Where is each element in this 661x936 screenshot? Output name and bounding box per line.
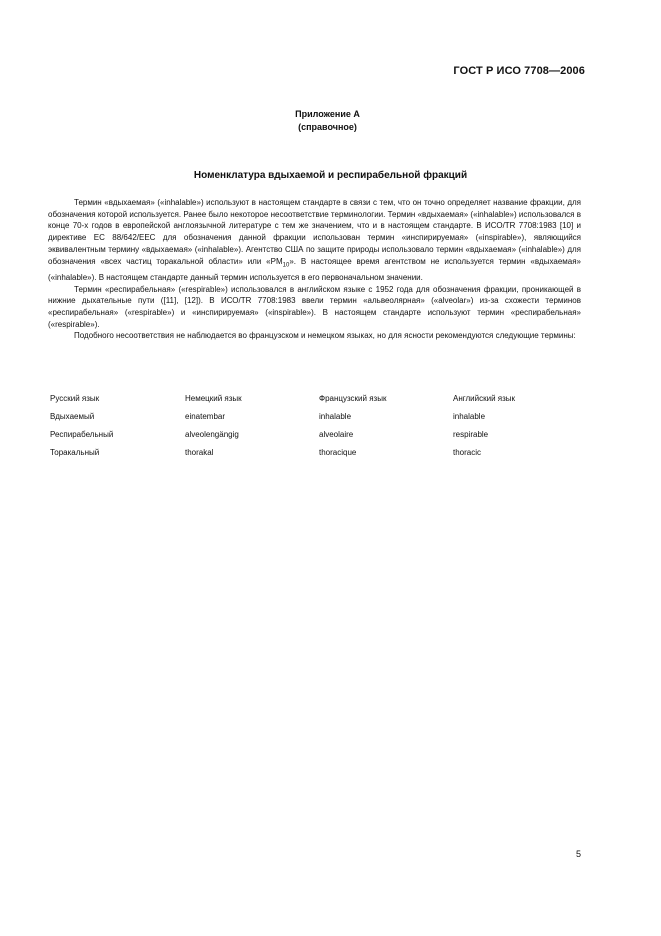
terms-row-thoracic [50,444,570,462]
term-cell: einatembar [185,412,226,421]
annex-note: (справочное) [298,122,357,132]
term-cell: Респирабельный [50,430,114,439]
terms-table [50,390,570,462]
standard-designation: ГОСТ Р ИСО 7708—2006 [453,65,585,77]
header-english: Английский язык [453,394,516,403]
term-cell: alveolaire [319,430,354,439]
term-cell: respirable [453,430,489,439]
terms-header-row [50,390,570,408]
body-text [48,197,581,342]
header-russian: Русский язык [50,394,100,403]
paragraph-recommendation: Подобного несоответствия не наблюдается во французском и немецком языках, но для ясности рекомендуются следующие термины: [74,331,576,341]
paragraph-respirable: Термин «респирабельная» («respirable») использовался в английском языке с 1952 года для обозначения фракции, проникающей в нижние дыхательные пути ([11], [12]). В ИСО/TR 7708:1983 ввели термин «альвеолярная» («alveolar») из-за схожести терминов «респирабельная» («respirable») и «инспирируемая» («inspirable»). В настоящем стандарте используют термин «респирабельная» («respirable»). [48,284,581,329]
annex-heading [0,108,661,134]
term-cell: thorakal [185,448,214,457]
page-number: 5 [576,849,582,859]
terms-row-respirable [50,426,570,444]
header-french: Французский язык [319,394,387,403]
paragraph-inhalable: Термин «вдыхаемая» («inhalable») используют в настоящем стандарте в связи с тем, что он точно определяет название фракции, для обозначения которой используется. Ранее было некоторое несоответствие терминологии. Термин «вдыхаемая» («inhalable») использовался в конце 70-х годов в европейской англоязычной литературе с тем же значением, что и в настоящем стандарте. В ИСО/TR 7708:1983 [10] и директиве ЕС 88/642/ЕЕС для обозначения данной фракции использован термин «инспирируемая» («inspirable»), являющийся эквивалентным термину «вдыхаемая» («inhalable»). Агентство США по защите природы использовало термин «вдыхаемая» («inhalable») для обозначения «всех частиц торакальной области» или «$PM_{10}$». В настоящее время агентством не используется термин «вдыхаемая» («inhalable»). В настоящем стандарте данный термин используется в его первоначальном значении. [48,198,581,282]
header-german: Немецкий язык [185,394,242,403]
term-cell: inhalable [453,412,486,421]
term-cell: thoracique [319,448,357,457]
term-cell: Вдыхаемый [50,412,95,421]
section-title: Номенклатура вдыхаемой и респирабельной фракций [193,170,468,181]
term-cell: thoracic [453,448,482,457]
term-cell: Торакальный [50,448,100,457]
annex-title: Приложение А [295,109,360,119]
terms-row-inhalable [50,408,570,426]
term-cell: inhalable [319,412,352,421]
term-cell: alveolengängig [185,430,239,439]
